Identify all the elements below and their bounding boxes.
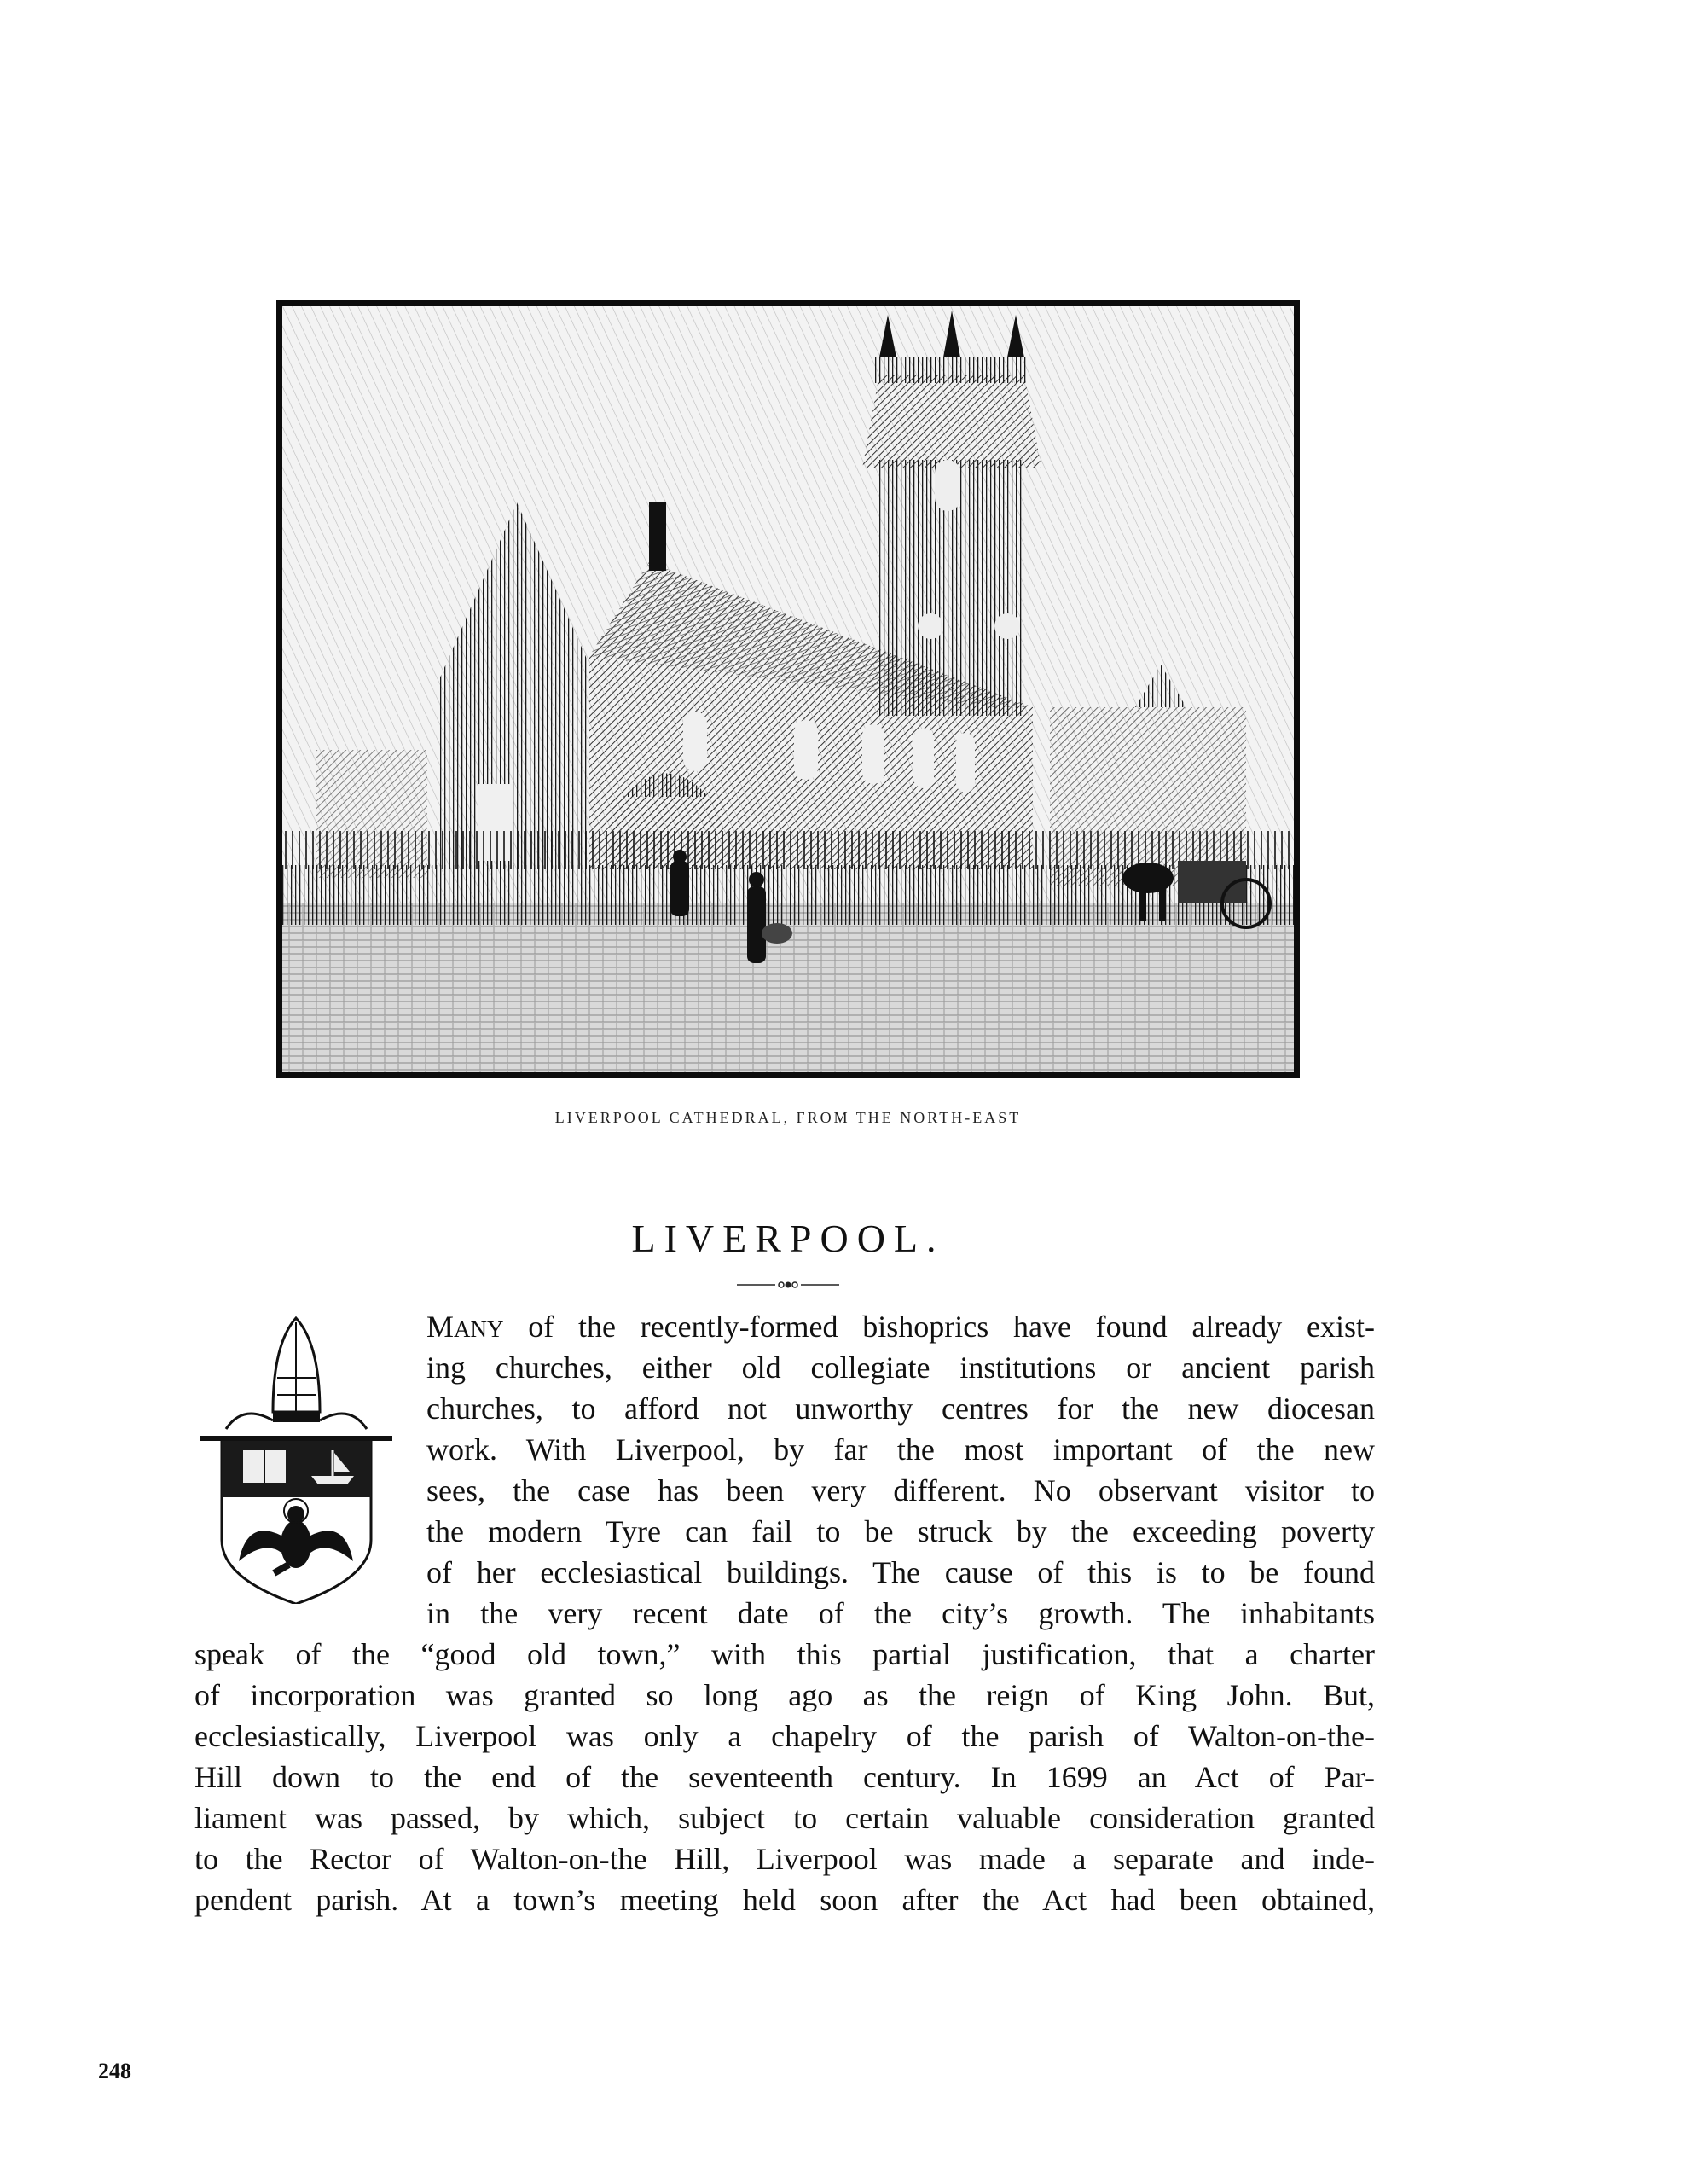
body-line-14: to the Rector of Walton-on-the Hill, Liverpool was made a separate and inde- — [194, 1842, 1375, 1876]
body-line-1 — [426, 1306, 1375, 1350]
body-line-12: Hill down to the end of the seventeenth century. In 1699 an Act of Par- — [194, 1760, 1375, 1794]
drop-initial: M — [426, 1310, 455, 1344]
body-line-1-text: of the recently-formed bishoprics have found already exist- — [503, 1310, 1375, 1344]
diocese-coat-of-arms — [192, 1310, 401, 1604]
body-line-3: churches, to afford not unworthy centres for the new diocesan — [426, 1391, 1375, 1426]
chapter-title: LIVERPOOL. — [631, 1217, 945, 1260]
body-line-7: of her ecclesiastical buildings. The cause of this is to be found — [426, 1555, 1375, 1589]
body-line-9: speak of the “good old town,” with this partial justification, that a charter — [194, 1637, 1375, 1671]
body-line-13: liament was passed, by which, subject to certain valuable consideration granted — [194, 1801, 1375, 1835]
body-line-4: work. With Liverpool, by far the most important of the new — [426, 1432, 1375, 1467]
body-line-11: ecclesiastically, Liverpool was only a chapelry of the parish of Walton-on-the- — [194, 1719, 1375, 1753]
initial-small-caps: ANY — [454, 1316, 504, 1342]
body-line-10: of incorporation was granted so long ago as the reign of King John. But, — [194, 1678, 1375, 1712]
body-line-6: the modern Tyre can fail to be struck by the exceeding poverty — [426, 1514, 1375, 1548]
title-ornament — [737, 1278, 839, 1292]
body-line-2: ing churches, either old collegiate institutions or ancient parish — [426, 1350, 1375, 1385]
figure-caption: LIVERPOOL CATHEDRAL, FROM THE NORTH-EAST — [554, 1109, 1022, 1126]
cathedral-engraving — [276, 300, 1300, 1078]
body-line-5: sees, the case has been very different. No observant visitor to — [426, 1473, 1375, 1507]
page-number: 248 — [98, 2059, 131, 2083]
body-line-15: pendent parish. At a town’s meeting held soon after the Act had been obtained, — [194, 1883, 1375, 1917]
body-line-8: in the very recent date of the city’s growth. The inhabitants — [426, 1596, 1375, 1630]
